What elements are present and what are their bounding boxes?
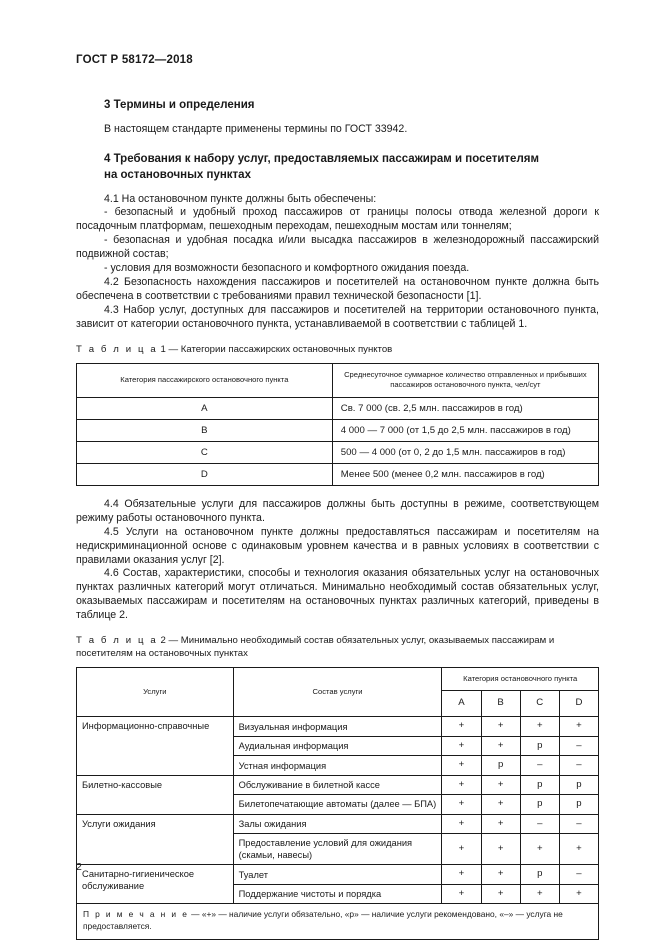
table-1-caption-number: 1 — [160, 344, 166, 356]
table-2-mark-b: + — [481, 736, 520, 755]
table-2-mark-c: + — [520, 834, 559, 865]
table-2-header-category-d: D — [559, 691, 598, 717]
table-2-service: Предоставление условий для ожидания (скамьи, навесы) — [233, 834, 442, 865]
table-1-cell-value: 500 — 4 000 (от 0, 2 до 1,5 млн. пассажиров в год) — [332, 441, 598, 463]
table-1-caption-text: — Категории пассажирских остановочных пунктов — [168, 344, 393, 356]
table-2-note-text: — «+» — наличие услуги обязательно, «р» — наличие услуги рекомендовано, «–» — услуга не предоставляется. — [83, 909, 563, 932]
table-2-mark-d: + — [559, 717, 598, 736]
table-2-mark-a: + — [442, 756, 481, 775]
table-1-cell-category: D — [77, 463, 333, 485]
table-2-mark-a: + — [442, 775, 481, 794]
table-2-service: Аудиальная информация — [233, 736, 442, 755]
table-2-header-category-c: C — [520, 691, 559, 717]
table-2-header-category-group: Категория остановочного пункта — [442, 668, 599, 691]
table-2-mark-c: р — [520, 795, 559, 814]
table-2-note-label: П р и м е ч а н и е — [83, 909, 189, 920]
paragraph-4-1-item-3: - условия для возможности безопасного и комфортного ожидания поезда. — [104, 262, 470, 275]
table-2-caption-number: 2 — [160, 635, 166, 647]
table-2-mark-c: – — [520, 814, 559, 833]
spacer — [76, 486, 599, 498]
table-2-mark-d: р — [559, 795, 598, 814]
table-2-group-label: Санитарно-гигиеническое обслуживание — [77, 865, 234, 904]
table-2-mark-a: + — [442, 795, 481, 814]
table-2-mark-b: + — [481, 865, 520, 884]
table-2-mark-d: р — [559, 775, 598, 794]
table-2-mark-b: + — [481, 884, 520, 903]
table-2-mark-d: – — [559, 814, 598, 833]
running-head: ГОСТ Р 58172—2018 — [76, 54, 193, 66]
table-1-cell-category: B — [77, 419, 333, 441]
table-row — [77, 865, 599, 884]
paragraph-4-1: 4.1 На остановочном пункте должны быть обеспечены: — [104, 192, 377, 205]
paragraph-4-4: 4.4 Обязательные услуги для пассажиров должны быть доступны в режиме, соответствующем режиму работы остановочного пункта. — [76, 497, 599, 524]
table-2-mark-a: + — [442, 884, 481, 903]
table-2-group-label: Услуги ожидания — [77, 814, 234, 865]
table-2-caption-label: Т а б л и ц а — [76, 635, 158, 647]
table-2-header-services: Услуги — [77, 668, 234, 717]
table-1-body — [77, 397, 599, 485]
table-2-mark-b: + — [481, 834, 520, 865]
table-2-group-label: Информационно-справочные — [77, 717, 234, 775]
table-2-mark-b: + — [481, 775, 520, 794]
table-row — [77, 463, 599, 485]
table-2-mark-b: + — [481, 814, 520, 833]
table-2 — [76, 667, 599, 940]
table-2-mark-b: + — [481, 795, 520, 814]
paragraph-4-3: 4.3 Набор услуг, доступных для пассажиров и посетителей на территории остановочного пункта, зависит от категории остановочного пункта, устанавливаемой в соответствии с таблицей 1. — [76, 304, 599, 331]
table-2-service: Обслуживание в билетной кассе — [233, 775, 442, 794]
table-2-mark-c: р — [520, 865, 559, 884]
table-2-header-category-b: B — [481, 691, 520, 717]
table-2-mark-c: – — [520, 756, 559, 775]
table-row — [77, 717, 599, 736]
table-row — [77, 775, 599, 794]
table-2-mark-a: + — [442, 834, 481, 865]
page-number: 2 — [76, 861, 82, 873]
table-2-note — [77, 904, 599, 940]
table-2-mark-b: р — [481, 756, 520, 775]
table-2-note-row — [77, 904, 599, 940]
table-1-caption-label: Т а б л и ц а — [76, 344, 158, 356]
table-2-mark-a: + — [442, 717, 481, 736]
table-2-mark-d: + — [559, 884, 598, 903]
table-2-mark-c: + — [520, 717, 559, 736]
table-row — [77, 419, 599, 441]
table-2-mark-a: + — [442, 736, 481, 755]
paragraph-4-1-item-1: - безопасный и удобный проход пассажиров от границы полосы отвода железной дороги к посадочным платформам, пешеходным переходам, пешеходным мостам или тоннелям; — [76, 206, 599, 233]
table-2-mark-d: – — [559, 756, 598, 775]
table-2-mark-a: + — [442, 865, 481, 884]
table-2-caption-text: — Минимально необходимый состав обязательных услуг, оказываемых пассажирам и посетителям на остановочных пунктах — [76, 635, 555, 660]
spacer — [76, 623, 599, 635]
table-1-cell-value: Менее 500 (менее 0,2 млн. пассажиров в год) — [332, 463, 598, 485]
table-2-header-composition: Состав услуги — [233, 668, 442, 717]
spacer — [76, 332, 599, 344]
table-row — [77, 441, 599, 463]
table-2-service: Устная информация — [233, 756, 442, 775]
table-1-header-row — [77, 364, 599, 398]
table-1-cell-value: 4 000 — 7 000 (от 1,5 до 2,5 млн. пассажиров в год) — [332, 419, 598, 441]
table-2-service: Визуальная информация — [233, 717, 442, 736]
table-2-mark-d: + — [559, 834, 598, 865]
table-1-header-volume: Среднесуточное суммарное количество отправленных и прибывших пассажиров остановочного пункта, чел/сут — [332, 364, 598, 398]
table-2-body — [77, 717, 599, 939]
table-2-mark-a: + — [442, 814, 481, 833]
table-1-cell-value: Св. 7 000 (св. 2,5 млн. пассажиров в год) — [332, 397, 598, 419]
table-2-service: Туалет — [233, 865, 442, 884]
table-2-head — [77, 668, 599, 717]
table-2-mark-b: + — [481, 717, 520, 736]
spacer — [76, 136, 599, 152]
table-row — [77, 814, 599, 833]
table-1-head — [77, 364, 599, 398]
table-1-caption — [76, 344, 599, 357]
table-2-service: Поддержание чистоты и порядка — [233, 884, 442, 903]
table-2-mark-c: р — [520, 736, 559, 755]
paragraph-4-1-item-2: - безопасная и удобная посадка и/или высадка пассажиров в железнодорожный пассажирский подвижной состав; — [76, 234, 599, 261]
table-row — [77, 397, 599, 419]
paragraph-4-6: 4.6 Состав, характеристики, способы и технология оказания обязательных услуг на остановочных пунктах различных категорий могут отличаться. Минимально необходимый состав обязательных услуг, оказываемых пассажирам и посетителям на остановочных пунктах различных категорий, приведены в таблице 2. — [76, 567, 599, 622]
table-2-service: Залы ожидания — [233, 814, 442, 833]
section-3-heading: 3 Термины и определения — [104, 99, 255, 111]
section-4-heading — [76, 152, 599, 183]
table-1-cell-category: A — [77, 397, 333, 419]
table-2-mark-c: + — [520, 884, 559, 903]
paragraph-4-2: 4.2 Безопасность нахождения пассажиров и посетителей на остановочном пункте должна быть обеспечена в соответствии с требованиями правил технической безопасности [1]. — [76, 276, 599, 303]
table-1 — [76, 363, 599, 486]
section-3-paragraph-1: В настоящем стандарте применены термины по ГОСТ 33942. — [104, 122, 408, 135]
section-4-heading-line-2: на остановочных пунктах — [104, 169, 251, 181]
section-4-heading-line-1: 4 Требования к набору услуг, предоставляемых пассажирам и посетителям — [104, 153, 539, 166]
table-2-mark-d: – — [559, 865, 598, 884]
table-2-header-category-a: A — [442, 691, 481, 717]
table-2-service: Билетопечатающие автоматы (далее — БПА) — [233, 795, 442, 814]
table-2-mark-d: – — [559, 736, 598, 755]
table-2-mark-c: р — [520, 775, 559, 794]
table-2-header-row-1 — [77, 668, 599, 691]
table-1-cell-category: C — [77, 441, 333, 463]
table-2-caption — [76, 635, 599, 661]
table-2-group-label: Билетно-кассовые — [77, 775, 234, 814]
paragraph-4-5: 4.5 Услуги на остановочном пункте должны предоставляться пассажирам и посетителям на недискриминационной основе с одинаковым уровнем качества и в равных условиях в соответствии с правилами оказания услуг [2]. — [76, 525, 599, 566]
table-1-header-category: Категория пассажирского остановочного пункта — [77, 364, 333, 398]
